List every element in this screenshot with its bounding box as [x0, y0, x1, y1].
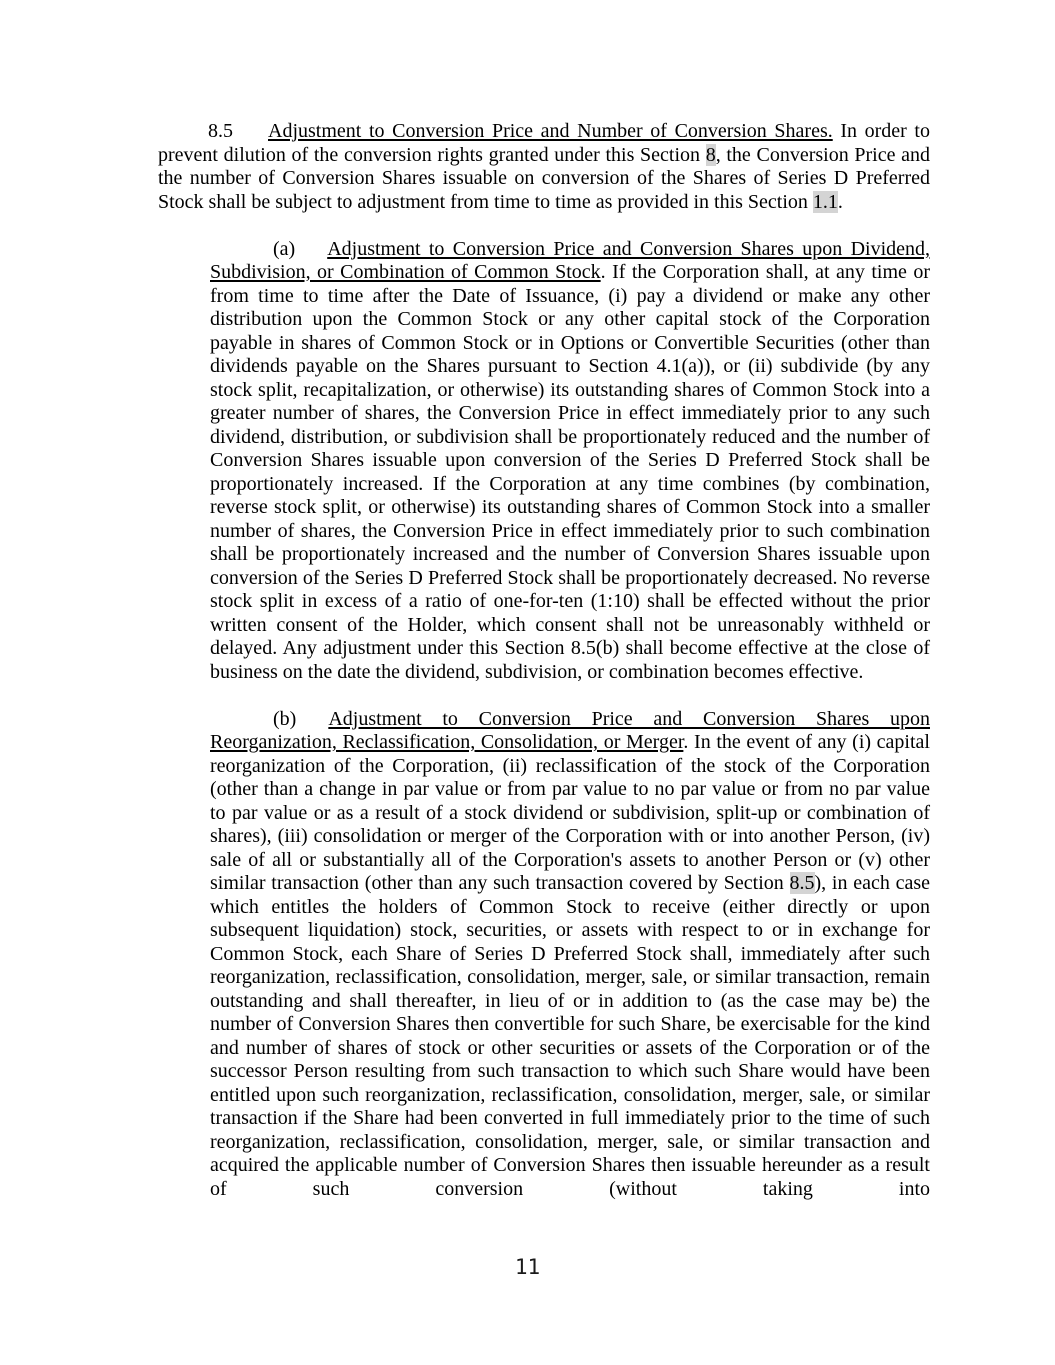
section-number: 8.5 — [208, 120, 233, 142]
body-text: ), in each case which entitles the holders of Common Stock to receive (either directly or upon subsequent liquidation) stock, securities, or assets with respect to or in exchange for Common Stock, each Share of Series D Preferred Stock shall, immediately after such reorganization, reclassification, consolidation, merger, sale, or similar transaction, remain outstanding and shall thereafter, in lieu of or in addition to (as the case may be) the number of Conversion Shares then convertible for such Share, be exercisable for the kind and number of shares of stock or other securities or assets of the Corporation or of the successor Person resulting from such transaction to which such Share would have been entitled upon such reorganization, reclassification, consolidation, merger, sale, or similar transaction if the Share had been converted in full immediately prior to the time of such reorganization, reclassification, consolidation, merger, sale, or similar transaction and acquired the applicable number of Conversion Shares then issuable hereunder as a result of such conversion (without taking into — [210, 872, 930, 1200]
section-heading: Adjustment to Conversion Price and Number of Conversion Shares. — [268, 120, 833, 142]
subsection-b-heading: Adjustment to Conversion Price and Conversion Shares upon Reorganization, Reclassification, Consolidation, or Merger — [210, 707, 930, 753]
body-text: . In the event of any (i) capital reorganization of the Corporation, (ii) reclassification of the stock of the Corporation (other than a change in par value or from par value to no par value or from no par value to par value or as a result of a stock dividend or subdivision, split-up or combination of shares), (iii) consolidation or merger of the Corporation with or into another Person, (iv) sale of all or substantially all of the Corporation's assets to another Person or (v) other similar transaction (other than any such transaction covered by Section — [210, 731, 930, 894]
subsection-b-number: (b) — [273, 707, 297, 730]
subsection-a-number: (a) — [273, 237, 296, 260]
highlighted-ref-section-8-5: 8.5 — [789, 872, 815, 894]
page-number: 11 — [514, 1255, 541, 1279]
body-text: . If the Corporation shall, at any time or from time to time after the Date of Issuance, (i) pay a dividend or make any other distribution upon the Common Stock or any other capital stock of the Corporation payable in shares of Common Stock or in Options or Convertible Securities (other than dividends payable on the Shares pursuant to Section 4.1(a)), or (ii) subdivide (by any stock split, recapitalization, or otherwise) its outstanding shares of Common Stock into a greater number of shares, the Conversion Price in effect immediately prior to any such dividend, distribution, or subdivision shall be proportionately reduced and the number of Conversion Shares issuable upon conversion of the Series D Preferred Stock shall be proportionately increased. If the Corporation at any time combines (by combination, reverse stock split, or otherwise) its outstanding shares of Common Stock into a smaller number of shares, the Conversion Price in effect immediately prior to such combination shall be proportionately increased and the number of Conversion Shares issuable upon conversion of the Series D Preferred Stock shall be proportionately decreased. No reverse stock split in excess of a ratio of one-for-ten (1:10) shall be effected without the prior written consent of the Holder, which consent shall not be unreasonably withheld or delayed. Any adjustment under this Section 8.5(b) shall become effective at the close of business on the date the dividend, subdivision, or combination becomes effective. — [210, 261, 930, 683]
paragraph-subsection-a — [210, 238, 930, 685]
body-text: In order to prevent dilution of the conversion rights granted under this Section — [158, 120, 930, 166]
highlighted-ref-section-8: 8 — [705, 143, 716, 166]
highlighted-ref-section-1-1: 1.1 — [812, 190, 838, 213]
subsection-a-heading: Adjustment to Conversion Price and Conversion Shares upon Dividend, Subdivision, or Combination of Common Stock — [210, 237, 930, 283]
paragraph-subsection-b — [210, 708, 930, 1202]
body-text: , the Conversion Price and the number of Conversion Shares issuable on conversion of the Shares of Series D Preferred Stock shall be subject to adjustment from time to time as provided in this Section — [158, 143, 931, 213]
paragraph-section-8-5 — [158, 120, 930, 214]
body-text: . — [837, 190, 843, 213]
